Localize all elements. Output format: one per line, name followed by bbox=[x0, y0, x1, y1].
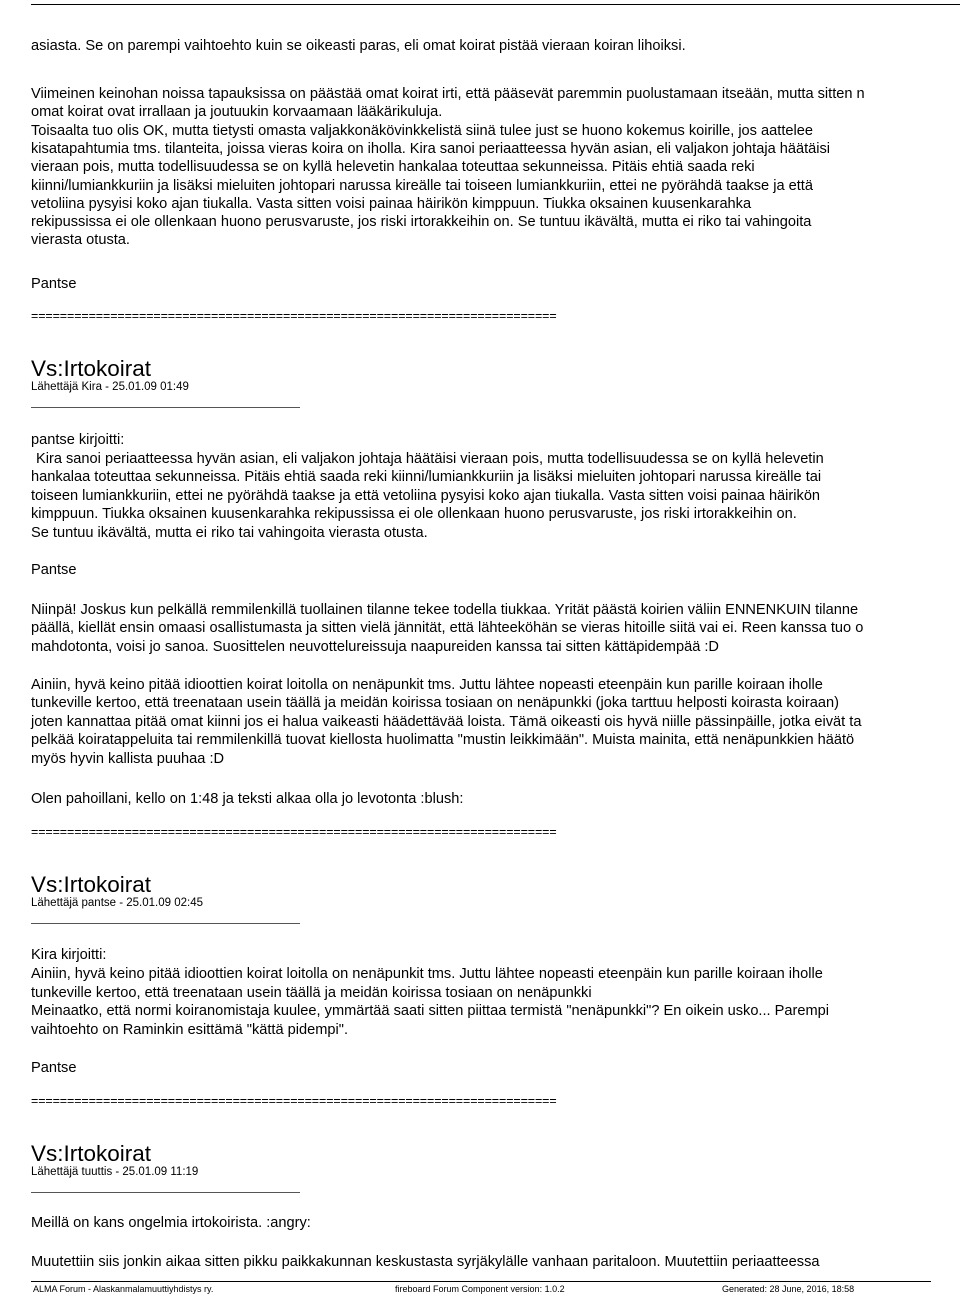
quote-line-1: Ainiin, hyvä keino pitää idioottien koirat loitolla on nenäpunkit tms. Juttu lähtee nopeasti eteenpäin kun parille koiraan iholle bbox=[31, 966, 823, 982]
quote-line-2: hankalaa toteuttaa sekunneissa. Pitäis ehtiä saada reki kiinni/lumiankkuriin ja lisäksi mieluiten johtopari narussa kireälle tai bbox=[31, 469, 822, 485]
body-line-4: Ainiin, hyvä keino pitää idioottien koirat loitolla on nenäpunkit tms. Juttu lähtee nopeasti eteenpäin kun parille koiraan iholle bbox=[31, 677, 823, 693]
body-line-2: Muutettiin siis jonkin aikaa sitten pikku paikkakunnan keskustasta syrjäkylälle vanhaan paritaloon. Muutettiin periaatteessa bbox=[31, 1254, 820, 1270]
footer-divider bbox=[31, 1281, 931, 1282]
separator: ========================================================================= bbox=[31, 309, 557, 323]
quote-line-2: tunkeville kertoo, että treenataan usein täällä ja meidän koirissa tosiaan on nenäpunkki bbox=[31, 985, 592, 1001]
body-line-6: joten kannattaa pitää omat kiinni jos ei halua vaikeasti häädettävää loista. Tämä oikeasti ois hyvä niille pässinpäille, jotka eivät ta bbox=[31, 714, 862, 730]
quote-text: Kira sanoi periaatteessa hyvän asian, eli valjakon johtaja häätäisi vieraan pois, mutta todellisuudessa se on kyllä helevetin bbox=[36, 451, 824, 467]
intro-line-4: Toisaalta tuo olis OK, mutta tietysti omasta valjakkonäkövinkkelistä siinä tulee just se huono kokemus koirille, jos aattelee bbox=[31, 123, 813, 139]
body-line-9: Olen pahoillani, kello on 1:48 ja teksti alkaa olla jo levotonta :blush: bbox=[31, 791, 464, 807]
body-line-3: mahdotonta, voisi jo sanoa. Suosittelen neuvottelureissuja naapureiden kanssa tai sitten kättäpidempää :D bbox=[31, 639, 719, 655]
footer-generated-date: Generated: 28 June, 2016, 18:58 bbox=[722, 1284, 855, 1294]
quote-line-3: toiseen lumiankkuriin, ettei ne pyörähdä taakse ja että vetoliina pysyisi koko ajan tiukalla. Vasta sitten voisi painaa häirikön bbox=[31, 488, 821, 504]
intro-line-5: kisatapahtumia tms. tilanteita, joissa vieras koira on iholla. Kira sanoi periaatteessa hyvän asian, eli valjakon johtaja häätäisi bbox=[31, 141, 831, 157]
intro-line-7: kiinni/lumiankkuriin ja lisäksi mieluiten johtopari narussa kireälle tai toiseen lumiankkuriin, ettei ne pyörähdä taakse ja että bbox=[31, 178, 813, 194]
body-line-1: Niinpä! Joskus kun pelkällä remmilenkillä tuollainen tilanne tekee todella tiukkaa. Yrität päästä koirien väliin ENNENKUIN tilanne bbox=[31, 602, 859, 618]
intro-line-9: rekipussissa ei ole ollenkaan huono perusvaruste, jos riski irtorakkeihin on. Se tuntuu ikävältä, mutta ei riko tai vahingoita bbox=[31, 214, 812, 230]
quote-header: pantse kirjoitti: bbox=[31, 432, 125, 448]
body-line-2: päällä, kiellät ensin omaasi osallistumasta ja sitten vielä jännität, että lähteeköhän se vieras hitoille siitä vai ei. Reen kanssa tuo o bbox=[31, 620, 864, 636]
intro-line-8: vetoliina pysyisi koko ajan tiukalla. Vasta sitten voisi painaa häirikön kimppuun. Tiukka oksainen kuusenkarahka bbox=[31, 196, 752, 212]
intro-line-2: Viimeinen keinohan noissa tapauksissa on päästää omat koirat irti, että pääsevät paremmin puolustamaan itseään, mutta sitten n bbox=[31, 86, 865, 102]
post-meta: Lähettäjä pantse - 25.01.09 02:45 bbox=[31, 897, 204, 909]
footer-site-name: ALMA Forum - Alaskanmalamuuttiyhdistys ry. bbox=[33, 1284, 214, 1294]
body-line-8: myös hyvin kallista puuhaa :D bbox=[31, 751, 225, 767]
body-line-1: Meinaatko, että normi koiranomistaja kuulee, ymmärtää saati sitten piittaa termistä "nenäpunkki"? En oikein usko... Parempi bbox=[31, 1003, 829, 1019]
body-line-7: pelkää koiratappeluita tai remmilenkillä tuovat kiellosta huolimatta "mustin leikkimään". Muista mainita, että nenäpunkkien häätö bbox=[31, 732, 855, 748]
post-divider bbox=[31, 923, 300, 924]
post-signature: Pantse bbox=[31, 1060, 77, 1076]
quote-header: Kira kirjoitti: bbox=[31, 947, 107, 963]
post-title: Vs:Irtokoirat bbox=[31, 1141, 152, 1166]
post-divider bbox=[31, 1192, 300, 1193]
quote-line-1 bbox=[31, 450, 824, 468]
intro-line-6: vieraan pois, mutta todellisuudessa se on kyllä helevetin hankalaa toteuttaa sekunneissa. Pitäis ehtiä saada reki bbox=[31, 159, 755, 175]
post-title: Vs:Irtokoirat bbox=[31, 872, 152, 897]
quote-line-4: kimppuun. Tiukka oksainen kuusenkarahka rekipussissa ei ole ollenkaan huono perusvaruste, jos riski irtorakkeihin on. bbox=[31, 506, 797, 522]
post-meta: Lähettäjä Kira - 25.01.09 01:49 bbox=[31, 381, 189, 393]
body-line-2: vaihtoehto on Raminkin esittämä "kättä pidempi". bbox=[31, 1022, 348, 1038]
separator: ========================================================================= bbox=[31, 1094, 557, 1108]
footer-component-version: fireboard Forum Component version: 1.0.2 bbox=[395, 1284, 565, 1294]
post-meta: Lähettäjä tuuttis - 25.01.09 11:19 bbox=[31, 1166, 199, 1178]
top-border bbox=[31, 4, 960, 5]
post-divider bbox=[31, 407, 300, 408]
quote-signature: Pantse bbox=[31, 562, 77, 578]
quote-line-5: Se tuntuu ikävältä, mutta ei riko tai vahingoita vierasta otusta. bbox=[31, 525, 428, 541]
intro-signature: Pantse bbox=[31, 276, 77, 292]
intro-line-3: omat koirat ovat irrallaan ja joutuukin korvaamaan lääkärikuluja. bbox=[31, 104, 443, 120]
body-line-1: Meillä on kans ongelmia irtokoirista. :angry: bbox=[31, 1215, 311, 1231]
post-title: Vs:Irtokoirat bbox=[31, 356, 152, 381]
body-line-5: tunkeville kertoo, että treenataan usein täällä ja meidän koirissa tosiaan on nenäpunkki (joka tarttuu helposti koirasta koiraan) bbox=[31, 695, 839, 711]
intro-line-10: vierasta otusta. bbox=[31, 232, 130, 248]
intro-line-1: asiasta. Se on parempi vaihtoehto kuin se oikeasti paras, eli omat koirat pistää vieraan koiran lihoiksi. bbox=[31, 38, 686, 54]
separator: ========================================================================= bbox=[31, 825, 557, 839]
